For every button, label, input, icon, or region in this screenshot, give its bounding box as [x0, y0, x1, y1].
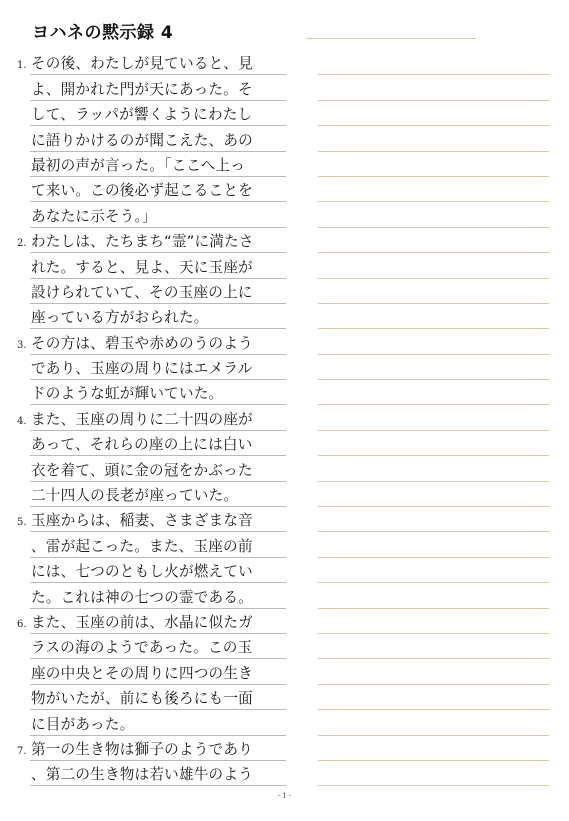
writing-line — [318, 558, 549, 583]
writing-line — [318, 507, 549, 532]
writing-line — [318, 431, 549, 456]
writing-line — [318, 405, 549, 430]
verse-text: に語りかけるのが聞こえた、あの — [31, 131, 253, 149]
writing-line — [318, 177, 549, 202]
text-line — [17, 609, 286, 634]
text-line — [30, 152, 286, 177]
writing-line — [318, 329, 549, 354]
text-line — [30, 761, 286, 786]
text-line — [30, 126, 286, 151]
writing-line — [318, 532, 549, 557]
page-number: - 1 - — [277, 792, 292, 800]
writing-line — [318, 228, 549, 253]
text-line — [30, 75, 286, 100]
writing-line — [318, 482, 549, 507]
writing-line — [318, 126, 549, 151]
writing-line — [318, 50, 549, 75]
verse-text: その方は、碧玉や赤めのうのよう — [31, 334, 253, 352]
verse-text: 、雷が起こった。また、玉座の前 — [31, 537, 253, 555]
text-line — [17, 228, 286, 253]
text-line — [30, 558, 286, 583]
verse-text: よ、開かれた門が天にあった。そ — [31, 80, 253, 98]
text-line — [30, 685, 286, 710]
verse-number: 1. — [17, 60, 27, 72]
text-line — [17, 736, 286, 761]
writing-line — [318, 685, 549, 710]
text-line — [30, 456, 286, 481]
scripture-text-column — [17, 50, 286, 786]
writing-line — [318, 253, 549, 278]
verse-text: あって、それらの座の上には白い — [31, 436, 253, 454]
text-line — [30, 355, 286, 380]
verse-text: であり、玉座の周りにはエメラル — [31, 360, 253, 378]
verse-text: ドのような虹が輝いていた。 — [31, 385, 224, 403]
verse-text: わたしは、たちまち“霊”に満たさ — [31, 233, 254, 251]
verse-text: た。これは神の七つの霊である。 — [31, 588, 253, 606]
writing-line — [318, 304, 549, 329]
verse-text: して、ラッパが響くようにわたし — [31, 106, 253, 124]
writing-line — [318, 583, 549, 608]
verse-text: 第一の生き物は獅子のようであり — [31, 740, 253, 758]
title-rule — [306, 38, 476, 39]
verse-text: 衣を着て、頭に金の冠をかぶった — [31, 461, 253, 479]
text-line — [30, 431, 286, 456]
text-line — [17, 405, 286, 430]
verse-text: また、玉座の前は、水晶に似たガ — [31, 613, 253, 631]
text-line — [30, 583, 286, 608]
text-line — [30, 202, 286, 227]
writing-lines-column — [318, 50, 549, 786]
verse-text: 座の中央とその周りに四つの生き — [31, 664, 253, 682]
verse-text: て来い。この後必ず起こることを — [31, 182, 253, 200]
writing-line — [318, 355, 549, 380]
verse-text: 設けられていて、その玉座の上に — [31, 283, 253, 301]
verse-text: れた。すると、見よ、天に玉座が — [31, 258, 253, 276]
verse-text: 玉座からは、稲妻、さまざまな音 — [31, 512, 253, 530]
writing-line — [318, 659, 549, 684]
text-line — [30, 101, 286, 126]
writing-line — [318, 75, 549, 100]
text-line — [30, 710, 286, 735]
page-title: ヨハネの黙示録 4 — [32, 23, 174, 43]
text-line — [30, 634, 286, 659]
text-line — [17, 329, 286, 354]
writing-line — [318, 101, 549, 126]
writing-line — [318, 761, 549, 786]
verse-number: 6. — [17, 618, 27, 630]
verse-text: 最初の声が言った。「ここへ上っ — [31, 156, 246, 174]
verse-number: 3. — [17, 339, 27, 351]
writing-line — [318, 380, 549, 405]
verse-number: 7. — [17, 745, 27, 757]
writing-line — [318, 609, 549, 634]
verse-text: 二十四人の長老が座っていた。 — [31, 487, 239, 505]
writing-line — [318, 710, 549, 735]
verse-text: また、玉座の周りに二十四の座が — [31, 410, 253, 428]
writing-line — [318, 152, 549, 177]
verse-number: 5. — [17, 517, 27, 529]
text-line — [30, 482, 286, 507]
text-line — [30, 253, 286, 278]
verse-text: に目があった。 — [31, 715, 135, 733]
text-line — [17, 507, 286, 532]
text-line — [17, 50, 286, 75]
writing-line — [318, 456, 549, 481]
verse-text: その後、わたしが見ていると、見 — [31, 55, 253, 73]
text-line — [30, 380, 286, 405]
text-line — [30, 304, 286, 329]
text-line — [30, 279, 286, 304]
verse-text: 座っている方がおられた。 — [31, 309, 209, 327]
verse-text: 物がいたが、前にも後ろにも一面 — [31, 690, 253, 708]
writing-line — [318, 736, 549, 761]
writing-line — [318, 634, 549, 659]
verse-number: 4. — [17, 415, 27, 427]
verse-text: には、七つのともし火が燃えてい — [31, 563, 253, 581]
verse-text: ラスの海のようであった。この玉 — [31, 639, 253, 657]
text-line — [30, 532, 286, 557]
text-line — [30, 659, 286, 684]
writing-line — [318, 279, 549, 304]
verse-text: 、第二の生き物は若い雄牛のよう — [31, 766, 253, 784]
text-line — [30, 177, 286, 202]
verse-number: 2. — [17, 238, 27, 250]
verse-text: あなたに示そう。」 — [31, 207, 157, 225]
writing-line — [318, 202, 549, 227]
